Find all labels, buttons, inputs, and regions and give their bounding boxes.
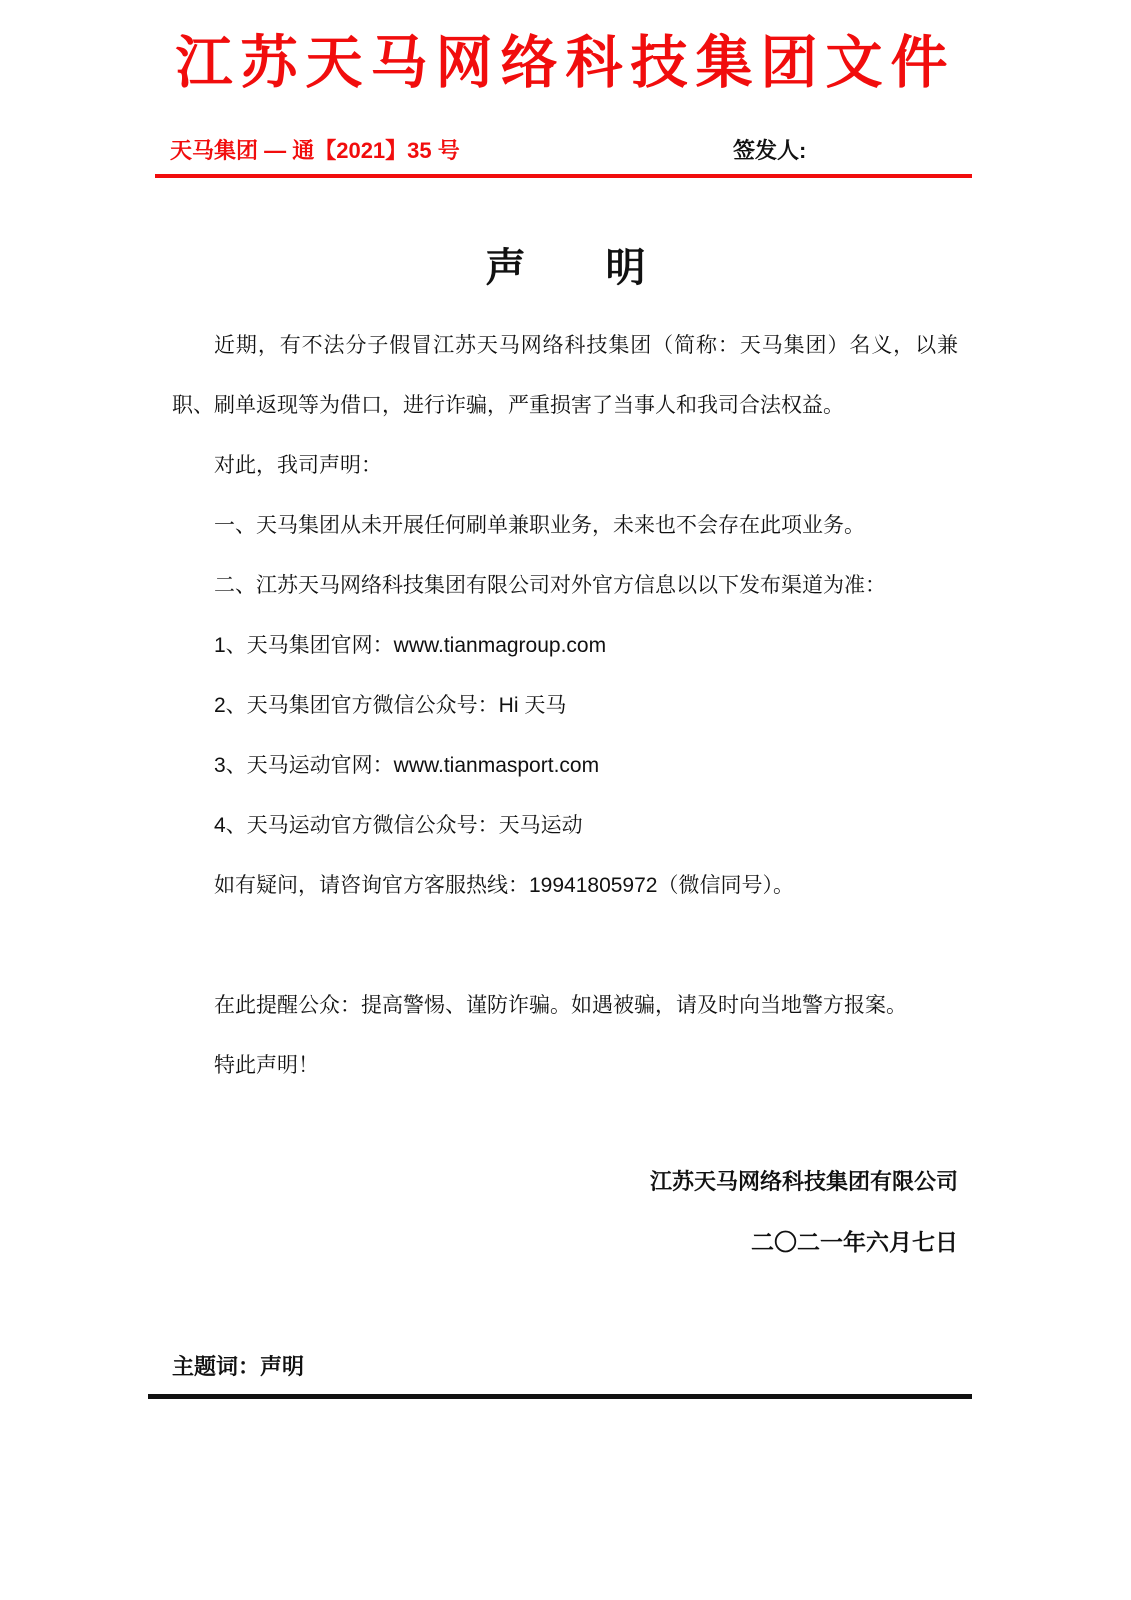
document-header-title: 江苏天马网络科技集团文件 <box>175 31 956 95</box>
body-paragraph-closing: 特此声明！ <box>214 1054 319 1077</box>
body-paragraph-channel-website-sport: 3、天马运动官网：www.tianmasport.com <box>214 754 600 777</box>
body-paragraph-channel-website-group: 1、天马集团官网：www.tianmagroup.com <box>214 634 607 657</box>
footer-black-divider <box>148 1394 972 1399</box>
body-paragraph: 近期，有不法分子假冒江苏天马网络科技集团（简称：天马集团）名义，以兼职、刷单返现等为借口，进行诈骗，严重损害了当事人和我司合法权益。 <box>172 334 958 417</box>
issuer-label: 签发人: <box>733 138 807 163</box>
header-red-divider <box>155 174 972 178</box>
body-paragraph: 对此，我司声明： <box>214 454 382 477</box>
body-paragraph-hotline: 如有疑问，请咨询官方客服热线：19941805972（微信同号）。 <box>214 874 794 897</box>
statement-title: 声 明 <box>485 246 646 290</box>
body-paragraph-warning: 在此提醒公众：提高警惕、谨防诈骗。如遇被骗，请及时向当地警方报案。 <box>214 994 907 1017</box>
document-number-row <box>0 134 1131 164</box>
body-paragraph: 一、天马集团从未开展任何刷单兼职业务，未来也不会存在此项业务。 <box>214 514 865 537</box>
signature-company: 江苏天马网络科技集团有限公司 <box>649 1169 958 1194</box>
signature-block <box>172 1152 958 1272</box>
document-number: 天马集团 — 通【2021】35 号 <box>170 138 460 163</box>
body-paragraph: 二、江苏天马网络科技集团有限公司对外官方信息以以下发布渠道为准： <box>214 574 886 597</box>
subject-keywords-line: 主题词：声明 <box>172 1354 305 1379</box>
statement-body <box>172 316 958 1096</box>
body-paragraph-channel-wechat-sport: 4、天马运动官方微信公众号：天马运动 <box>214 814 583 837</box>
body-paragraph-channel-wechat-group: 2、天马集团官方微信公众号：Hi 天马 <box>214 694 567 717</box>
signature-date: 二〇二一年六月七日 <box>751 1229 958 1255</box>
